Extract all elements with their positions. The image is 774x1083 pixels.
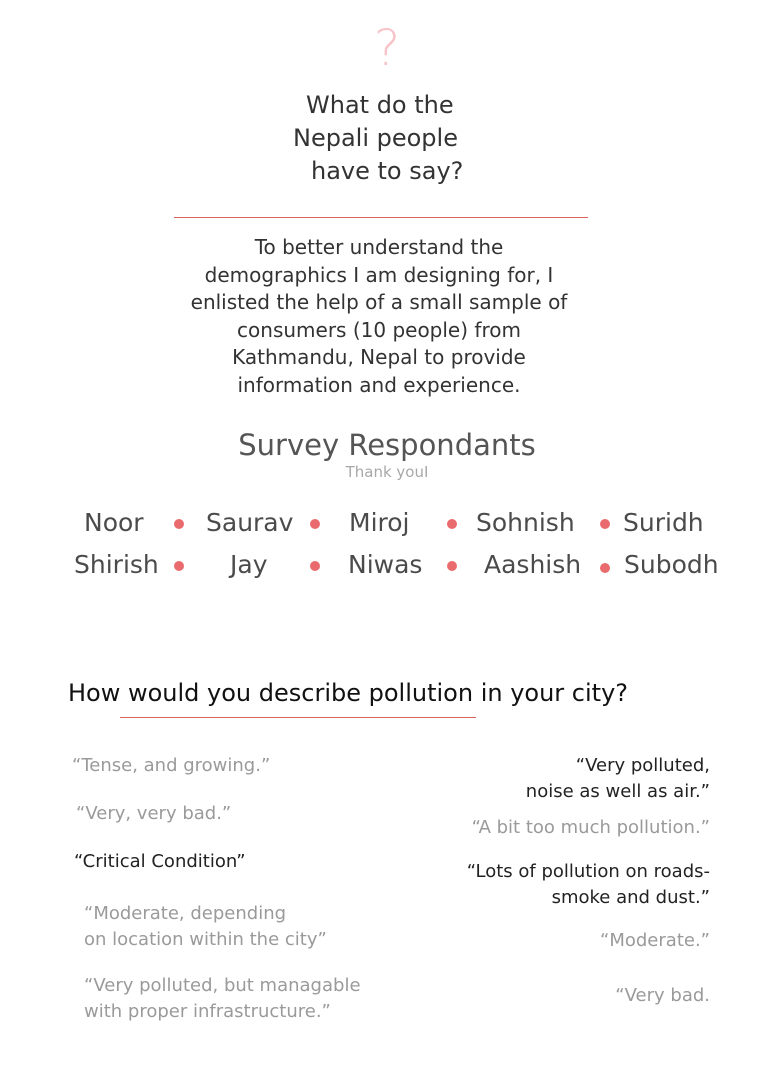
quote: “Critical Condition” (74, 851, 246, 872)
page-title-line-3: have to say? (311, 157, 464, 185)
quote (84, 973, 361, 1025)
quote: “Moderate.” (600, 930, 710, 951)
intro-line: information and experience. (237, 372, 521, 397)
separator-dot-icon (174, 561, 184, 571)
respondent-name: Jay (230, 550, 268, 579)
respondent-name: Noor (84, 508, 144, 537)
intro-line: Kathmandu, Nepal to provide (232, 345, 526, 369)
intro-line: To better understand the (254, 235, 504, 259)
respondent-name: Saurav (206, 508, 294, 537)
quote (526, 753, 710, 805)
respondent-name: Sohnish (476, 508, 575, 537)
question-mark-icon: ? (373, 19, 401, 77)
respondent-name: Suridh (623, 508, 704, 537)
quote-line: smoke and dust.” (551, 887, 710, 908)
intro-paragraph (150, 234, 608, 399)
quote-line: “Very polluted, but managable (84, 975, 361, 996)
quote-line: “Lots of pollution on roads- (466, 861, 710, 882)
thank-you-note: Thank youI (345, 463, 429, 481)
respondent-name: Aashish (484, 550, 582, 579)
title-divider (174, 217, 588, 218)
separator-dot-icon (310, 519, 320, 529)
separator-dot-icon (174, 519, 184, 529)
quote (84, 901, 327, 953)
separator-dot-icon (447, 561, 457, 571)
quote-line: “Very polluted, (575, 755, 710, 776)
quote-line: “Moderate, depending (84, 903, 287, 924)
quote-line: with proper infrastructure.” (84, 1001, 331, 1022)
separator-dot-icon (600, 519, 610, 529)
quote: “Very, very bad.” (76, 803, 232, 824)
question-divider (120, 717, 476, 718)
quote: “Very bad. (615, 985, 710, 1006)
quote-line: noise as well as air.” (525, 781, 710, 802)
quote (467, 859, 710, 911)
quote: “A bit too much pollution.” (471, 817, 710, 838)
respondent-name: Miroj (349, 508, 410, 537)
respondent-name: Subodh (624, 550, 719, 579)
separator-dot-icon (600, 563, 610, 573)
section-question: How would you describe pollution in your city? (68, 679, 629, 707)
separator-dot-icon (447, 519, 457, 529)
quote-line: on location within the city” (84, 929, 327, 950)
page-title-line-2: Nepali people (293, 124, 458, 152)
page-title-line-1: What do the (306, 91, 454, 119)
survey-heading: Survey Respondants (238, 428, 536, 462)
quote: “Tense, and growing.” (72, 755, 271, 776)
intro-line: enlisted the help of a small sample of (190, 290, 568, 314)
separator-dot-icon (310, 561, 320, 571)
intro-line: consumers (10 people) from (237, 317, 521, 342)
respondent-name: Shirish (74, 550, 159, 579)
respondent-name: Niwas (348, 550, 423, 579)
intro-line: demographics I am designing for, I (204, 262, 554, 287)
